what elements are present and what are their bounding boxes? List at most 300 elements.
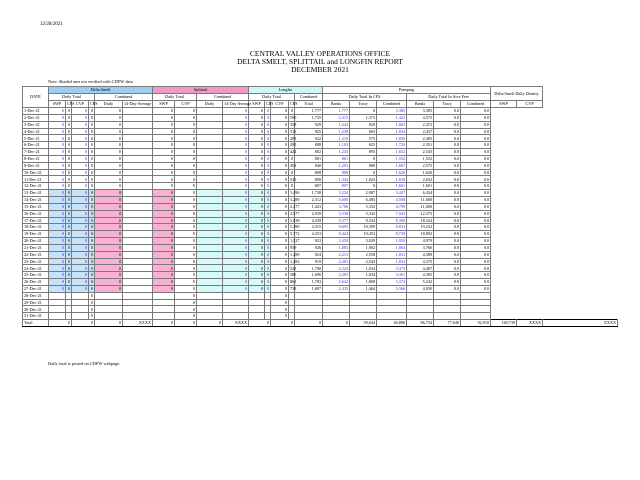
row-cell: 0 [153, 272, 175, 279]
row-cell [153, 313, 175, 320]
row-cell: 0 [89, 251, 95, 258]
row-cell: 0 [72, 114, 89, 121]
row-cell: 0 [89, 169, 95, 176]
row-cell: 8,390 [377, 217, 407, 224]
row-cell: 0 [271, 285, 289, 292]
row-cell: 0 [223, 183, 249, 190]
footnote: Daily total is posted on CDFW webpage. [48, 361, 121, 366]
row-cell: 1,808 [350, 279, 377, 286]
table-row [23, 169, 618, 176]
row-cell: 0.0 [461, 114, 491, 121]
row-cell: 0 [289, 169, 295, 176]
row-cell: 0 [265, 238, 271, 245]
row-cell [123, 299, 153, 306]
row-cell: 0 [265, 231, 271, 238]
row-cell [197, 272, 223, 279]
row-cell: 0 [49, 155, 66, 162]
header-cfs-combined: Combined [377, 101, 407, 108]
row-cell: 2,351 [407, 142, 434, 149]
row-cell: 0 [175, 313, 197, 320]
row-cell: 0 [49, 251, 66, 258]
row-cell: 0 [271, 238, 289, 245]
row-cell: 3,361 [377, 272, 407, 279]
row-cell: 9,377 [323, 217, 350, 224]
header-lf-cvp-cfs: CFS [290, 101, 298, 107]
row-cell: 10,453 [350, 231, 377, 238]
total-cell: 77,640 [434, 320, 461, 327]
row-cell: 0 [49, 217, 66, 224]
row-cell: 0 [153, 135, 175, 142]
row-cell: 0 [66, 231, 72, 238]
row-cell: 6,434 [407, 190, 434, 197]
row-cell: 0 [223, 169, 249, 176]
row-cell: 0 [265, 203, 271, 210]
row-cell: 0 [175, 176, 197, 183]
row-cell: 0 [66, 244, 72, 251]
row-cell: 0 [66, 285, 72, 292]
row-cell [197, 176, 223, 183]
row-cell: 0 [49, 190, 66, 197]
header-lf-daily-total: Daily Total [249, 94, 295, 101]
row-cell: 0 [49, 231, 66, 238]
row-cell [407, 313, 434, 320]
row-cell: 1,864 [377, 244, 407, 251]
row-cell [123, 108, 153, 115]
row-cell: 0.0 [461, 285, 491, 292]
row-cell: 0 [72, 217, 89, 224]
row-cell: 0 [153, 155, 175, 162]
row-cell [223, 292, 249, 299]
row-cell: 0 [249, 183, 265, 190]
row-cell [95, 292, 123, 299]
row-cell: 0 [175, 183, 197, 190]
row-cell: 919 [295, 258, 323, 265]
row-cell: 0.0 [434, 265, 461, 272]
table-row [23, 258, 618, 265]
row-cell [350, 306, 377, 313]
row-cell: 4,799 [377, 203, 407, 210]
row-cell [72, 306, 89, 313]
total-label: Total [23, 320, 49, 327]
row-cell: 0 [49, 183, 66, 190]
row-cell: 0 [271, 313, 289, 320]
row-cell [197, 169, 223, 176]
row-cell: 3,234 [323, 190, 350, 197]
row-cell: 2,277 [290, 203, 300, 209]
row-cell: 0.0 [461, 169, 491, 176]
header-lf-swp-cfs: CFS [266, 101, 274, 107]
row-cell: 0 [271, 108, 289, 115]
row-cell [123, 162, 153, 169]
table-row [23, 114, 618, 121]
row-cell [123, 217, 153, 224]
row-cell: 0 [223, 196, 249, 203]
title-line-3: DECEMBER 2021 [291, 65, 349, 74]
row-cell: 0 [175, 142, 197, 149]
row-cell: 0 [153, 190, 175, 197]
row-cell: 1,726 [377, 142, 407, 149]
row-cell: 861 [290, 279, 297, 285]
row-cell: 0 [95, 142, 123, 149]
row-cell [249, 292, 265, 299]
total-cell: XXXX [543, 320, 618, 327]
row-cell: 0 [72, 224, 89, 231]
row-cell: 0 [265, 155, 271, 162]
row-cell: 0 [175, 258, 197, 265]
row-cell: 2,312 [295, 196, 323, 203]
row-cell: 12,375 [407, 210, 434, 217]
row-cell: 2,223 [323, 265, 350, 272]
row-cell: 0.0 [434, 272, 461, 279]
row-date: 22-Dec-21 [23, 251, 49, 258]
row-cell: 0 [289, 183, 295, 190]
row-cell: 0 [265, 244, 271, 251]
row-cell: 0.0 [434, 279, 461, 286]
row-cell: 2,558 [350, 251, 377, 258]
row-cell: 4,830 [407, 285, 434, 292]
row-cell: 293 [290, 135, 297, 141]
total-cell: 0 [271, 320, 295, 327]
header-lf-cvp: CVP [271, 101, 289, 108]
total-cell: 169,739 [491, 320, 517, 327]
row-cell: 801 [295, 155, 323, 162]
row-cell: 0 [49, 238, 66, 245]
row-cell: 0 [89, 217, 95, 224]
table-row [23, 128, 618, 135]
row-cell: 0 [66, 142, 72, 149]
row-cell: 0 [66, 162, 72, 169]
row-cell: 3,447 [377, 190, 407, 197]
row-cell: 0 [175, 196, 197, 203]
row-cell: 0 [223, 285, 249, 292]
row-cell: 1,696 [295, 272, 323, 279]
row-cell: 0 [175, 279, 197, 286]
row-cell [407, 292, 434, 299]
row-cell: 1,620 [407, 169, 434, 176]
row-cell: 0 [249, 244, 265, 251]
row-cell: 0 [249, 272, 265, 279]
row-cell: 0 [153, 279, 175, 286]
row-cell: 10,399 [350, 224, 377, 231]
row-cell: 0 [49, 258, 66, 265]
row-cell: 0 [89, 135, 95, 142]
row-cell: 0 [265, 176, 271, 183]
row-cell [377, 306, 407, 313]
row-cell: 1,783 [295, 279, 323, 286]
row-cell: 0 [271, 224, 289, 231]
row-cell: 0 [153, 183, 175, 190]
row-cell: 0 [49, 176, 66, 183]
row-cell [197, 142, 223, 149]
row-cell: 0 [89, 155, 95, 162]
row-cell: 0 [223, 279, 249, 286]
row-cell: 925 [295, 128, 323, 135]
row-cell: 0 [271, 217, 289, 224]
row-cell: 0 [265, 121, 271, 128]
row-cell: 0 [271, 176, 289, 183]
row-date: 27-Dec-21 [23, 285, 49, 292]
row-cell: 1,885 [323, 244, 350, 251]
row-cell: 0 [271, 196, 289, 203]
row-cell [123, 251, 153, 258]
row-cell: 0 [95, 190, 123, 197]
row-cell: 8,739 [377, 231, 407, 238]
row-cell: 0.0 [434, 121, 461, 128]
row-cell: 0 [153, 285, 175, 292]
row-cell: 1,738 [295, 190, 323, 197]
row-cell [123, 258, 153, 265]
row-cell: 0 [72, 238, 89, 245]
row-cell [434, 299, 461, 306]
row-cell: 0.0 [461, 162, 491, 169]
row-cell: 0 [249, 203, 265, 210]
row-cell: 0 [66, 183, 72, 190]
row-cell: 0.0 [434, 176, 461, 183]
row-cell: 0 [249, 238, 265, 245]
row-cell [197, 210, 223, 217]
row-cell: 0 [95, 272, 123, 279]
row-date: 31-Dec-21 [23, 313, 49, 320]
header-ds-cvp: CVP [72, 101, 89, 108]
row-cell: 1,700 [295, 265, 323, 272]
row-cell: 820 [350, 121, 377, 128]
row-cell [123, 135, 153, 142]
row-cell: 0 [95, 114, 123, 121]
header-ds-swp: SWP [49, 101, 66, 108]
row-cell: 0 [49, 114, 66, 121]
row-cell: 0 [49, 162, 66, 169]
row-cell: 5,600 [323, 196, 350, 203]
row-cell [197, 108, 223, 115]
row-cell: 0 [66, 155, 72, 162]
row-cell [197, 306, 223, 313]
row-cell: 0 [89, 265, 95, 272]
row-cell: 5,772 [290, 231, 300, 237]
row-cell: 0 [265, 190, 271, 197]
row-cell [249, 306, 265, 313]
row-cell: 7,043 [377, 210, 407, 217]
row-cell [123, 285, 153, 292]
row-cell [123, 196, 153, 203]
row-cell: 0 [265, 272, 271, 279]
row-cell: 0 [72, 279, 89, 286]
row-cell [123, 121, 153, 128]
row-cell: 0 [175, 238, 197, 245]
row-cell [153, 306, 175, 313]
row-cell [295, 313, 323, 320]
row-cell: 1,950 [377, 238, 407, 245]
row-cell: 0 [153, 121, 175, 128]
total-cell: XXXX [517, 320, 543, 327]
row-cell: 0 [89, 258, 95, 265]
table-row [23, 272, 618, 279]
row-cell [197, 128, 223, 135]
row-cell: 0 [350, 108, 377, 115]
total-cell: 0 [95, 320, 123, 327]
row-cell: 0 [271, 142, 289, 149]
row-cell: 3,700 [323, 203, 350, 210]
row-cell: 0.0 [434, 196, 461, 203]
row-date: 14-Dec-21 [23, 196, 49, 203]
row-cell [295, 299, 323, 306]
row-cell: 0 [175, 292, 197, 299]
row-cell: 1,552 [407, 155, 434, 162]
row-cell: 313 [290, 128, 297, 134]
row-cell: 0.0 [434, 142, 461, 149]
header-af-combined: Combined [461, 101, 491, 108]
row-cell [197, 299, 223, 306]
row-date: 25-Dec-21 [23, 272, 49, 279]
row-cell: 0 [175, 149, 197, 156]
header-lf-combined: Combined [295, 94, 323, 101]
row-cell: 0 [175, 231, 197, 238]
row-cell: 5,332 [350, 203, 377, 210]
row-cell: 0 [89, 142, 95, 149]
row-cell: 2,987 [350, 190, 377, 197]
row-cell: 3,374 [377, 279, 407, 286]
table-body [23, 108, 618, 327]
row-date: 6-Dec-21 [23, 142, 49, 149]
row-cell: 0 [223, 265, 249, 272]
total-cell: 0 [153, 320, 175, 327]
row-cell: 0 [153, 251, 175, 258]
row-cell: 0 [271, 272, 289, 279]
row-cell: 0 [271, 135, 289, 142]
row-date: 29-Dec-21 [23, 299, 49, 306]
row-cell: 0 [350, 155, 377, 162]
row-cell: 0 [265, 183, 271, 190]
row-cell: 0 [249, 210, 265, 217]
row-cell [197, 149, 223, 156]
row-cell [95, 299, 123, 306]
row-cell: 0 [66, 224, 72, 231]
total-cell: 92,910 [461, 320, 491, 327]
table-row [23, 244, 618, 251]
row-cell: 0 [223, 176, 249, 183]
row-cell [123, 210, 153, 217]
header-ds-daily-col: Daily [95, 101, 123, 108]
row-cell: 2,652 [407, 176, 434, 183]
row-cell: 0 [223, 272, 249, 279]
row-cell: 1,464 [350, 285, 377, 292]
row-cell: 0 [265, 114, 271, 121]
row-cell: 0 [223, 155, 249, 162]
row-cell: 18,324 [407, 217, 434, 224]
header-st-combined: Combined [197, 94, 249, 101]
row-cell [197, 292, 223, 299]
row-cell: 808 [295, 169, 323, 176]
header-ds-swp-cfs: CFS [67, 101, 75, 107]
row-cell [197, 196, 223, 203]
row-cell [123, 313, 153, 320]
row-cell: 0 [89, 183, 95, 190]
row-cell: 0 [95, 149, 123, 156]
row-cell: 603 [350, 128, 377, 135]
table-row [23, 217, 618, 224]
row-cell: 0 [89, 210, 95, 217]
row-cell: 0 [95, 169, 123, 176]
row-cell: 0 [66, 217, 72, 224]
row-cell: 0 [49, 135, 66, 142]
row-cell: 0 [72, 142, 89, 149]
row-cell: 0.0 [461, 224, 491, 231]
table-row [23, 149, 618, 156]
table-row [23, 251, 618, 258]
fish-salvage-table [22, 86, 618, 327]
row-cell: 0 [175, 108, 197, 115]
row-cell [197, 258, 223, 265]
table-row [23, 190, 618, 197]
row-cell [434, 313, 461, 320]
row-cell [249, 313, 265, 320]
row-cell: 0 [271, 251, 289, 258]
row-cell [72, 313, 89, 320]
row-cell: 0 [89, 244, 95, 251]
row-cell [323, 292, 350, 299]
row-cell [197, 217, 223, 224]
row-cell: 0 [175, 244, 197, 251]
row-cell: 1,630 [377, 176, 407, 183]
row-cell: 5,380 [290, 224, 300, 230]
row-cell: 575 [350, 135, 377, 142]
row-cell: 0 [95, 279, 123, 286]
row-cell: 0 [89, 279, 95, 286]
table-row [23, 306, 618, 313]
row-date: 21-Dec-21 [23, 244, 49, 251]
row-cell: 585 [290, 272, 297, 278]
row-cell: 1,289 [290, 251, 300, 257]
row-cell: 0 [289, 155, 295, 162]
table-row [23, 285, 618, 292]
row-cell [153, 292, 175, 299]
header-longfin: Longfin [249, 87, 323, 94]
row-cell: 0 [271, 244, 289, 251]
row-cell: 0 [95, 265, 123, 272]
row-cell: 0 [175, 128, 197, 135]
row-cell [123, 279, 153, 286]
row-cell: 0.0 [434, 224, 461, 231]
row-cell: 0 [271, 128, 289, 135]
row-cell: 0 [49, 142, 66, 149]
row-cell: 5,242 [407, 279, 434, 286]
row-cell: 840 [295, 162, 323, 169]
row-cell: 0 [89, 272, 95, 279]
row-cell: 0 [265, 162, 271, 169]
header-af-banks: Banks [407, 101, 434, 108]
row-cell [123, 203, 153, 210]
row-cell: 0 [72, 196, 89, 203]
row-cell: 0 [95, 121, 123, 128]
row-date: 5-Dec-21 [23, 135, 49, 142]
row-cell: 0 [72, 162, 89, 169]
row-cell: 0.0 [434, 108, 461, 115]
row-cell: 2,437 [407, 128, 434, 135]
row-date: 24-Dec-21 [23, 265, 49, 272]
row-cell: 0 [265, 251, 271, 258]
row-cell: 0 [223, 142, 249, 149]
row-cell: 0 [271, 265, 289, 272]
row-cell: 4,979 [407, 238, 434, 245]
row-cell: 6,483 [350, 196, 377, 203]
row-cell: 3,766 [407, 244, 434, 251]
row-cell [461, 313, 491, 320]
row-cell: 0 [249, 121, 265, 128]
row-cell: 0 [89, 292, 95, 299]
row-cell [123, 176, 153, 183]
row-cell: 0.0 [461, 265, 491, 272]
row-cell: 0 [95, 108, 123, 115]
row-cell: 0 [265, 279, 271, 286]
